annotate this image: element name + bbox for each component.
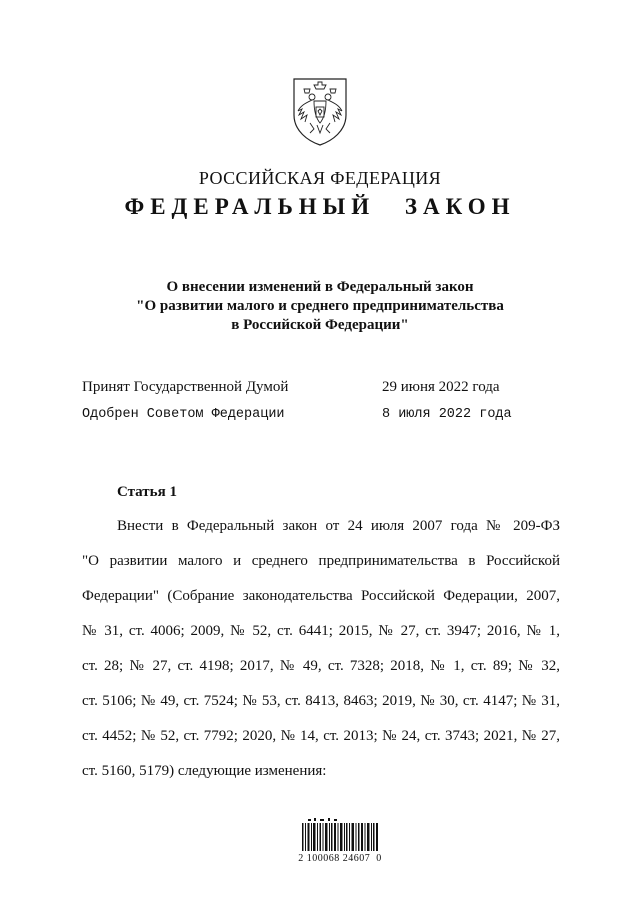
law-type-heading: ФЕДЕРАЛЬНЫЙ ЗАКОН [124, 194, 516, 219]
country-name: РОССИЙСКАЯ ФЕДЕРАЦИЯ [198, 168, 442, 188]
barcode-icon [300, 817, 380, 853]
law-title-line: в Российской Федерации" [231, 317, 409, 333]
coat-of-arms-icon [288, 75, 352, 147]
article-text-line: ст. 4452; № 52, ст. 7792; 2020, № 14, ст. 2013; № 24, ст. 3743; 2021, № 27, [82, 728, 560, 744]
article-text-line: № 31, ст. 4006; 2009, № 52, ст. 6441; 2015, № 27, ст. 3947; 2016, № 1, [82, 623, 560, 639]
article-heading: Статья 1 [117, 484, 177, 500]
article-text-line: "О развитии малого и среднего предпринимательства в Российской [82, 553, 560, 569]
article-text-line: ст. 5160, 5179) следующие изменения: [82, 763, 327, 779]
law-title [0, 278, 640, 335]
adoption-council-label: Одобрен Советом Федерации [82, 407, 285, 422]
article-text-line: ст. 28; № 27, ст. 4198; 2017, № 49, ст. 7328; 2018, № 1, ст. 89; № 32, [82, 658, 560, 674]
adoption-duma-label: Принят Государственной Думой [82, 379, 289, 395]
article-text-line: Внести в Федеральный закон от 24 июля 2007 года № 209-ФЗ [117, 518, 560, 534]
article-text-line: ст. 5106; № 49, ст. 7524; № 53, ст. 8413, 8463; 2019, № 30, ст. 4147; № 31, [82, 693, 560, 709]
article-text-line: Федерации" (Собрание законодательства Российской Федерации, 2007, [82, 588, 560, 604]
adoption-council-date: 8 июля 2022 года [382, 407, 512, 422]
adoption-duma-date: 29 июня 2022 года [382, 379, 500, 395]
law-title-line: "О развитии малого и среднего предпринимательства [136, 298, 504, 314]
barcode-number: 2 100068 24607 0 [298, 853, 382, 864]
law-title-line: О внесении изменений в Федеральный закон [166, 279, 474, 295]
